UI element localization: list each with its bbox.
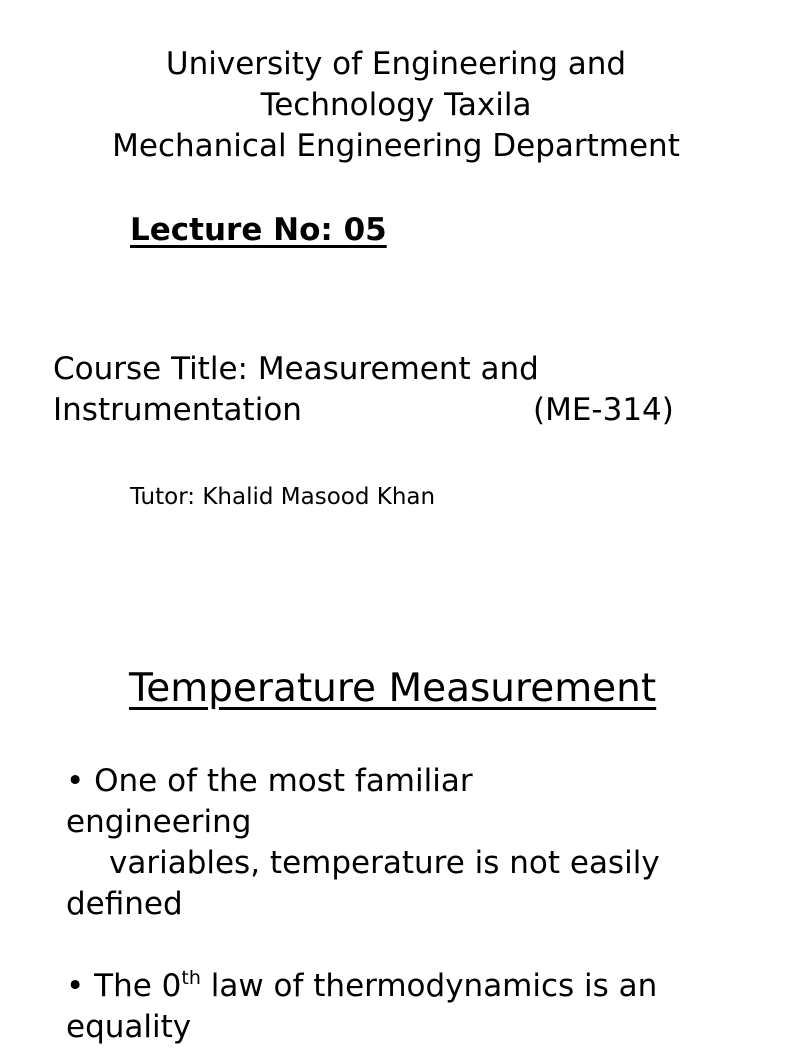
bullet-1-line4: defined — [66, 886, 183, 922]
bullet-2-suffix: law of thermodynamics is an — [200, 968, 658, 1004]
university-name-line2: Technology Taxila — [260, 87, 532, 123]
lecture-number: Lecture No: 05 — [130, 212, 387, 248]
institution-header — [0, 44, 792, 167]
bullet-1-line1: • One of the most familiar — [66, 763, 473, 799]
university-name-line1: University of Engineering and — [165, 46, 627, 82]
section-title: Temperature Measurement — [129, 666, 657, 711]
bullet-1-line3: variables, temperature is not easily — [109, 845, 660, 881]
department-name: Mechanical Engineering Department — [112, 128, 680, 164]
bullet-list — [66, 761, 756, 1048]
course-title-block — [53, 349, 674, 431]
bullet-1-line2: engineering — [66, 804, 252, 840]
course-title-line1: Course Title: Measurement and — [53, 351, 539, 387]
bullet-2-line2: equality — [66, 1009, 192, 1045]
bullet-2-line1 — [66, 966, 756, 1007]
course-code: (ME-314) — [533, 392, 674, 428]
bullet-2-superscript: th — [181, 967, 201, 989]
tutor-name: Tutor: Khalid Masood Khan — [130, 484, 436, 510]
course-title-line2: Instrumentation — [53, 392, 302, 428]
bullet-2-prefix: • The 0 — [66, 968, 182, 1004]
bullet-spacer — [66, 925, 756, 966]
